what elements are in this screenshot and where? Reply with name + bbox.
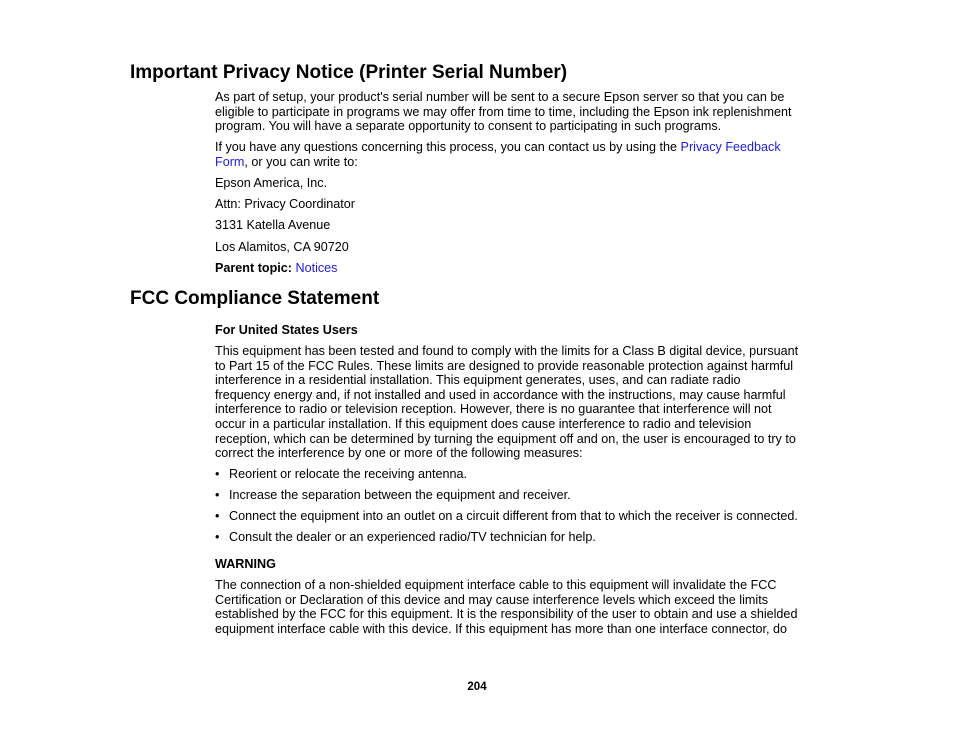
- paragraph-line: [215, 140, 827, 155]
- fcc-paragraph: [215, 344, 827, 461]
- paragraph-line: As part of setup, your product's serial number will be sent to a secure Epson server so that you can be: [215, 90, 785, 104]
- privacy-feedback-form-link[interactable]: Privacy Feedback: [680, 140, 781, 154]
- paragraph-line: reception, which can be determined by turning the equipment off and on, the user is encouraged to try to: [215, 431, 796, 446]
- paragraph-line: correct the interference by one or more of the following measures:: [215, 446, 583, 461]
- list-item: [215, 509, 798, 524]
- page-number: 204: [467, 681, 487, 693]
- paragraph-line: interference in a residential installation. This equipment generates, uses, and can radiate radio: [215, 373, 741, 388]
- privacy-notice-paragraph: [215, 90, 827, 134]
- list-item: [215, 488, 571, 503]
- bullet-icon: •: [215, 488, 220, 502]
- fcc-compliance-heading: FCC Compliance Statement: [130, 288, 380, 309]
- address-city: Los Alamitos, CA 90720: [215, 240, 349, 254]
- contact-paragraph: [215, 140, 827, 169]
- address-street: 3131 Katella Avenue: [215, 218, 331, 232]
- list-item: [215, 467, 467, 482]
- list-item-text: Consult the dealer or an experienced radio/TV technician for help.: [229, 530, 596, 544]
- address-attn: Attn: Privacy Coordinator: [215, 197, 355, 211]
- paragraph-line: program. You will have a separate opportunity to consent to participating in such programs.: [215, 119, 722, 134]
- contact-text: If you have any questions concerning this process, you can contact us by using the: [215, 140, 681, 154]
- parent-topic: [215, 261, 827, 276]
- paragraph-line: occur in a particular installation. If this equipment does cause interference to radio and television: [215, 416, 752, 431]
- bullet-icon: •: [215, 530, 220, 544]
- paragraph-line: Certification or Declaration of this device and may cause interference levels which exceed the limits: [215, 592, 768, 607]
- us-users-subheading: For United States Users: [215, 323, 358, 337]
- bullet-icon: •: [215, 467, 220, 481]
- privacy-notice-heading: Important Privacy Notice (Printer Serial Number): [130, 62, 568, 83]
- warning-heading: WARNING: [215, 557, 276, 571]
- privacy-feedback-form-link-continued[interactable]: Form: [215, 154, 245, 169]
- paragraph-line: established by the FCC for this equipment. It is the responsibility of the user to obtain and use a shielded: [215, 607, 798, 622]
- parent-topic-label: Parent topic:: [215, 261, 292, 275]
- paragraph-line: [215, 155, 827, 170]
- paragraph-line: frequency energy and, if not installed and used in accordance with the instructions, may cause harmful: [215, 387, 786, 402]
- paragraph-line: interference to radio or television reception. However, there is no guarantee that interference will not: [215, 402, 772, 417]
- paragraph-line: eligible to participate in programs we may offer from time to time, including the Epson ink replenishment: [215, 104, 792, 119]
- list-item-text: Connect the equipment into an outlet on a circuit different from that to which the receiver is connected.: [229, 509, 798, 523]
- list-item-text: Reorient or relocate the receiving antenna.: [229, 467, 468, 481]
- bullet-icon: •: [215, 509, 220, 523]
- address-company: Epson America, Inc.: [215, 176, 327, 190]
- paragraph-line: This equipment has been tested and found to comply with the limits for a Class B digital device, pursuant: [215, 344, 799, 358]
- paragraph-line: equipment interface cable with this device. If this equipment has more than one interface connector, do: [215, 621, 787, 636]
- paragraph-line: The connection of a non-shielded equipment interface cable to this equipment will invalidate the FCC: [215, 578, 777, 592]
- paragraph-line: to Part 15 of the FCC Rules. These limits are designed to provide reasonable protection against harmful: [215, 358, 793, 373]
- contact-text-end: , or you can write to:: [244, 154, 358, 169]
- list-item-text: Increase the separation between the equipment and receiver.: [229, 488, 571, 502]
- list-item: [215, 530, 596, 545]
- notices-link[interactable]: Notices: [295, 261, 338, 275]
- warning-paragraph: [215, 578, 827, 636]
